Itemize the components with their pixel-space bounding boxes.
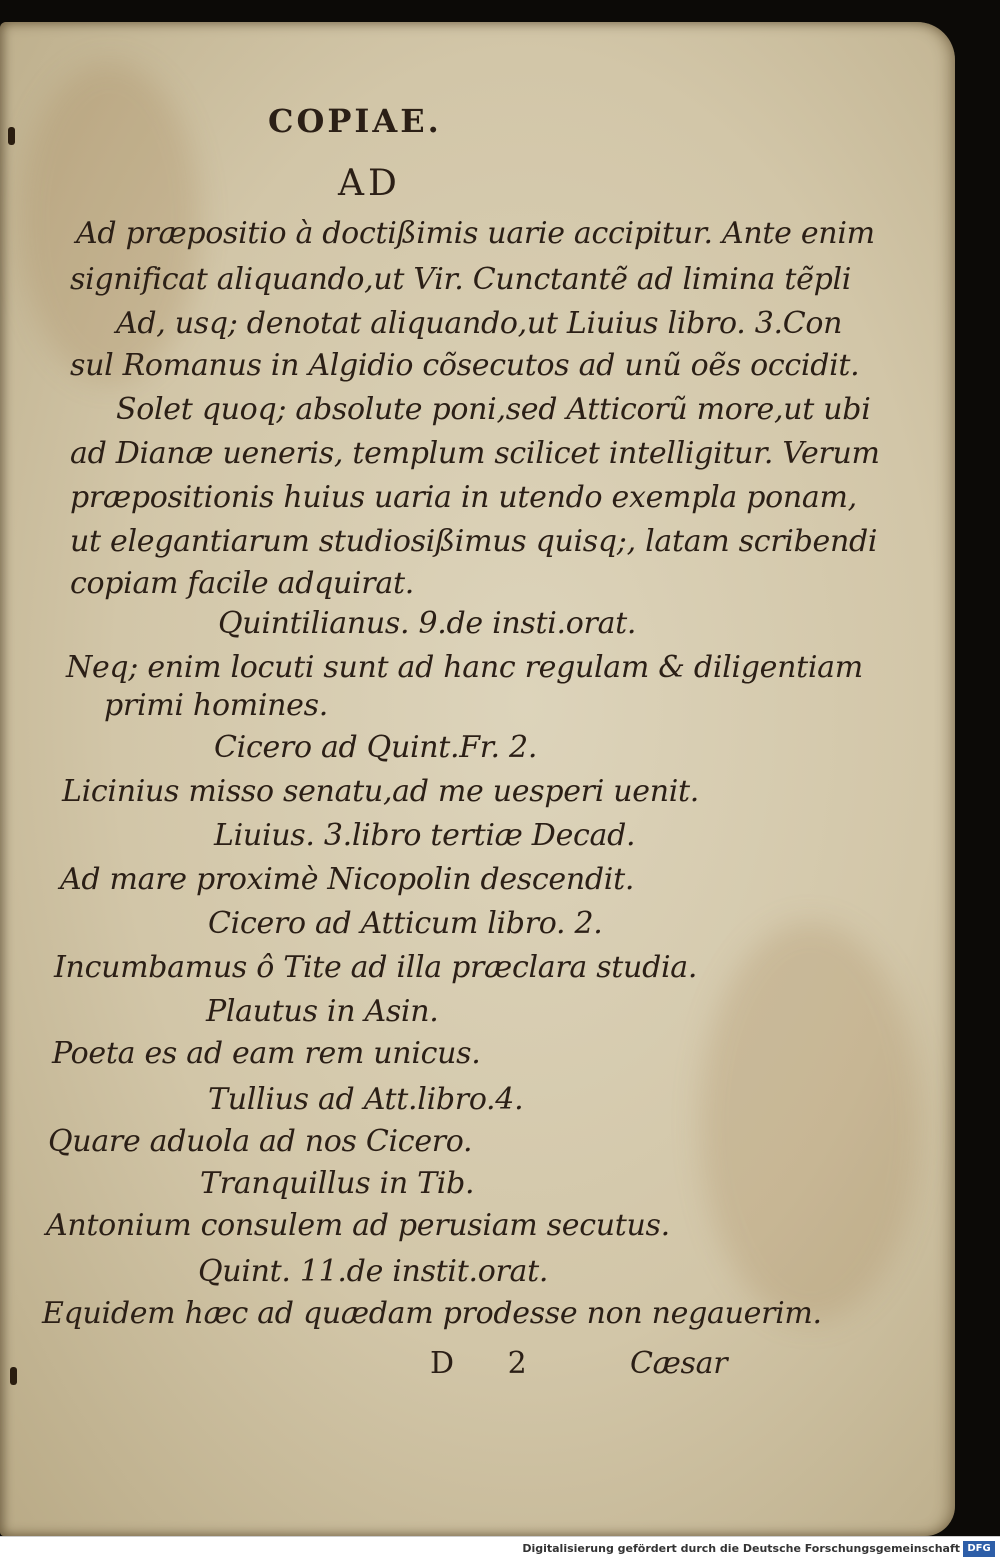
text-line: ut elegantiarum studiosißimus quisq;, latam scribendi xyxy=(70,524,878,559)
citation: Quint. 11.de instit.orat. xyxy=(198,1254,549,1289)
dfg-logo: DFG xyxy=(963,1541,995,1557)
citation: Tranquillus in Tib. xyxy=(200,1166,475,1201)
running-head: COPIAE. xyxy=(268,102,442,140)
text-line: sul Romanus in Algidio cõsecutos ad unũ oẽs occidit. xyxy=(70,348,860,383)
text-line: Ad, usq; denotat aliquando,ut Liuius libro. 3.Con xyxy=(116,306,843,341)
section-heading: AD xyxy=(338,163,401,204)
quotation: Neq; enim locuti sunt ad hanc regulam & diligentiam xyxy=(66,650,863,685)
catchword: Cæsar xyxy=(630,1346,728,1381)
quotation: Ad mare proximè Nicopolin descendit. xyxy=(60,862,635,897)
quotation: primi homines. xyxy=(104,688,328,723)
digitization-footer xyxy=(0,1536,1000,1562)
citation: Liuius. 3.libro tertiæ Decad. xyxy=(214,818,636,853)
quotation: Quare aduola ad nos Cicero. xyxy=(48,1124,473,1159)
quotation: Equidem hæc ad quædam prodesse non negauerim. xyxy=(42,1296,822,1331)
signature-mark: D 2 xyxy=(430,1346,549,1381)
text-line: præpositionis huius uaria in utendo exempla ponam, xyxy=(70,480,857,515)
paper-stain xyxy=(700,922,920,1322)
quotation: Licinius misso senatu,ad me uesperi uenit. xyxy=(62,774,700,809)
citation: Plautus in Asin. xyxy=(206,994,439,1029)
citation: Tullius ad Att.libro.4. xyxy=(208,1082,524,1117)
text-line: copiam facile adquirat. xyxy=(70,566,414,601)
quotation: Incumbamus ô Tite ad illa præclara studia. xyxy=(54,950,698,985)
text-line: significat aliquando,ut Vir. Cunctantẽ ad limina tẽpli xyxy=(70,262,852,297)
text-line: Solet quoq; absolute poni,sed Atticorũ more,ut ubi xyxy=(116,392,871,427)
citation: Cicero ad Atticum libro. 2. xyxy=(208,906,603,941)
quotation: Poeta es ad eam rem unicus. xyxy=(52,1036,481,1071)
funding-credit: Digitalisierung gefördert durch die Deutsche Forschungsgemeinschaft xyxy=(522,1542,960,1555)
text-line: Ad præpositio à doctißimis uarie accipitur. Ante enim xyxy=(76,216,875,251)
quotation: Antonium consulem ad perusiam secutus. xyxy=(46,1208,670,1243)
text-line: ad Dianæ ueneris, templum scilicet intelligitur. Verum xyxy=(70,436,880,471)
citation: Cicero ad Quint.Fr. 2. xyxy=(214,730,538,765)
binding-hole xyxy=(8,127,15,145)
citation: Quintilianus. 9.de insti.orat. xyxy=(218,606,637,641)
binding-hole xyxy=(10,1367,17,1385)
